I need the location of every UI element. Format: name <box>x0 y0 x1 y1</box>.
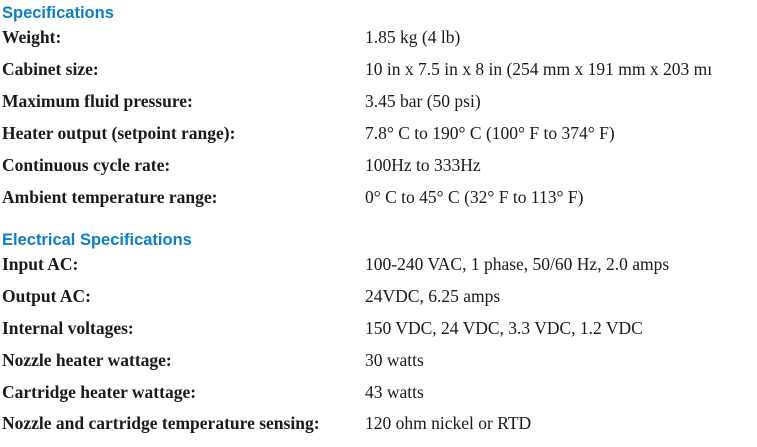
elec-row-cartridge-heater <box>0 384 757 416</box>
spec-value: 100-240 VAC, 1 phase, 50/60 Hz, 2.0 amps <box>365 254 670 274</box>
spec-value: 1.85 kg (4 lb) <box>365 27 461 47</box>
spec-label: Output AC: <box>2 286 91 306</box>
elec-row-nozzle-heater <box>0 352 757 384</box>
spec-label: Internal voltages: <box>2 318 134 338</box>
spec-value: 43 watts <box>365 382 424 402</box>
spec-value: 120 ohm nickel or RTD <box>365 413 532 433</box>
spec-label: Input AC: <box>2 254 79 274</box>
spec-row-heater-output <box>0 125 757 157</box>
spec-value: 150 VDC, 24 VDC, 3.3 VDC, 1.2 VDC <box>365 318 643 338</box>
spec-label: Nozzle and cartridge temperature sensing: <box>2 413 320 433</box>
spec-value: 0° C to 45° C (32° F to 113° F) <box>365 187 584 207</box>
electrical-specifications-heading: Electrical Specifications <box>2 231 192 249</box>
spec-label: Cartridge heater wattage: <box>2 382 197 402</box>
spec-label: Continuous cycle rate: <box>2 155 171 175</box>
spec-row-cabinet-size <box>0 61 757 93</box>
spec-label: Nozzle heater wattage: <box>2 350 172 370</box>
elec-row-input-ac <box>0 256 757 288</box>
spec-value: 30 watts <box>365 350 424 370</box>
spec-label: Heater output (setpoint range): <box>2 123 236 143</box>
elec-row-temp-sensing <box>0 415 757 447</box>
spec-row-ambient-temp <box>0 189 757 221</box>
spec-row-max-fluid-pressure <box>0 93 757 125</box>
spec-row-cycle-rate <box>0 157 757 189</box>
spec-row-weight <box>0 29 757 61</box>
spec-label: Ambient temperature range: <box>2 187 218 207</box>
spec-label: Weight: <box>2 27 62 47</box>
elec-row-internal-voltages <box>0 320 757 352</box>
spec-value: 24VDC, 6.25 amps <box>365 286 501 306</box>
spec-value: 10 in x 7.5 in x 8 in (254 mm x 191 mm x 203 mı <box>365 59 713 79</box>
spec-value: 7.8° C to 190° C (100° F to 374° F) <box>365 123 615 143</box>
specifications-heading: Specifications <box>2 4 114 22</box>
spec-value: 100Hz to 333Hz <box>365 155 481 175</box>
spec-label: Maximum fluid pressure: <box>2 91 193 111</box>
spec-value: 3.45 bar (50 psi) <box>365 91 481 111</box>
spec-label: Cabinet size: <box>2 59 99 79</box>
elec-row-output-ac <box>0 288 757 320</box>
